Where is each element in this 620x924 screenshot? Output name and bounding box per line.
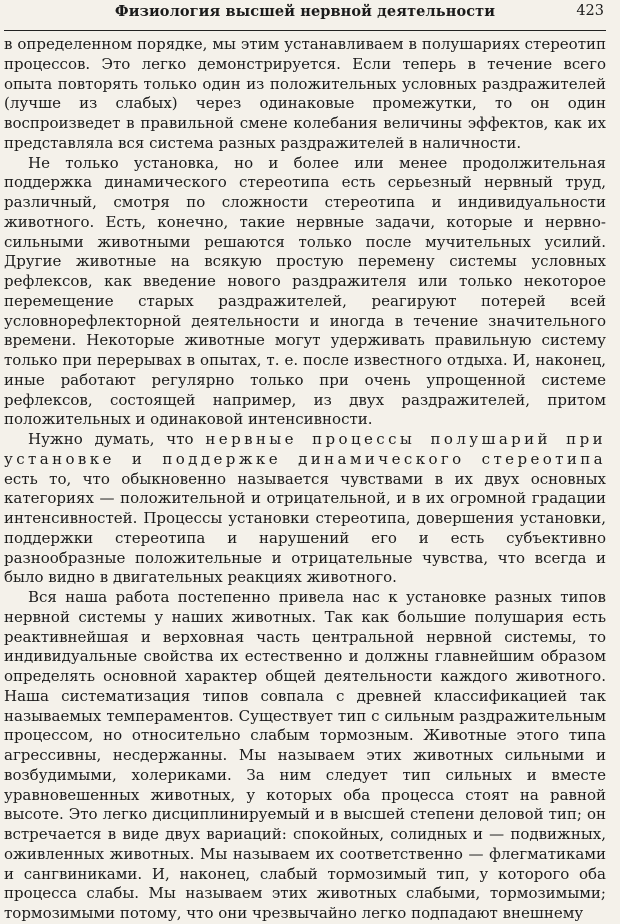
spaced-emphasis: нервные процессы полушарий при установке и поддержке динамического стереотипа	[4, 430, 606, 468]
page-number: 423	[576, 3, 604, 19]
body-text	[4, 35, 606, 924]
page-header	[4, 0, 606, 31]
paragraph-2: Не только установка, но и более или менее продолжительная поддержка динамического стереотипа есть серьезный нервный труд, различный, смотря по сложности стереотипа и индивидуальности животного. Есть, конечно, такие нервные задачи, которые и нервно-сильными животными решаются только после мучительных усилий. Другие животные на всякую простую перемену системы условных рефлексов, как введение нового раздражителя или только некоторое перемещение старых раздражителей, реагируют потерей всей условнорефлекторной деятельности и иногда в течение значительного времени. Некоторые животные могут удерживать правильную систему только при перерывах в опытах, т. е. после известного отдыха. И, наконец, иные работают регулярно только при очень упрощенной системе рефлексов, состоящей например, из двух раздражителей, притом положительных и одинаковой интенсивности.	[4, 153, 606, 429]
paragraph-3-lead: Нужно думать, что	[28, 430, 206, 448]
paragraph-3-rest: есть то, что обыкновенно называется чувствами в их двух основных категориях — положительной и отрицательной, и в их огромной градации интенсивностей. Процессы установки стереотипа, довершения установки, поддержки стереотипа и нарушений его и есть субъективно разнообразные положительные и отрицательные чувства, что всегда и было видно в двигательных реакциях животного.	[4, 469, 606, 587]
paragraph-3	[4, 430, 606, 588]
paragraph-4: Вся наша работа постепенно привела нас к установке разных типов нервной системы у наших животных. Так как большие полушария есть реактивнейшая и верховная часть центральной нервной системы, то индивидуальные свойства их естественно и должны главнейшим образом определять основной характер общей деятельности каждого животного. Наша систематизация типов совпала с древней классификацией так называемых темпераментов. Существует тип с сильным раздражительным процессом, но относительно слабым тормозным. Животные этого типа агрессивны, несдержанны. Мы называем этих животных сильными и возбудимыми, холериками. За ним следует тип сильных и вместе уравновешенных животных, у которых оба процесса стоят на равной высоте. Это легко дисциплинируемый и в высшей степени деловой тип; он встречается в виде двух вариаций: спокойных, солидных и — подвижных, оживленных животных. Мы называем их соответственно — флегматиками и сангвиниками. И, наконец, слабый тормозимый тип, у которого оба процесса слабы. Мы называем этих животных слабыми, тормозимыми; тормозимыми потому, что они чрезвычайно легко подпадают внешнему	[4, 588, 606, 922]
paragraph-1: в определенном порядке, мы этим устанавливаем в полушариях стереотип процессов. Это легко демонстрируется. Если теперь в течение всего опыта повторять только один из положительных условных раздражителей (лучше из слабых) через одинаковые промежутки, то он один воспроизведет в правильной смене колебания величины эффектов, как их представляла вся система разных раздражителей в наличности.	[4, 35, 606, 152]
running-title: Физиология высшей нервной деятельности	[114, 3, 496, 20]
